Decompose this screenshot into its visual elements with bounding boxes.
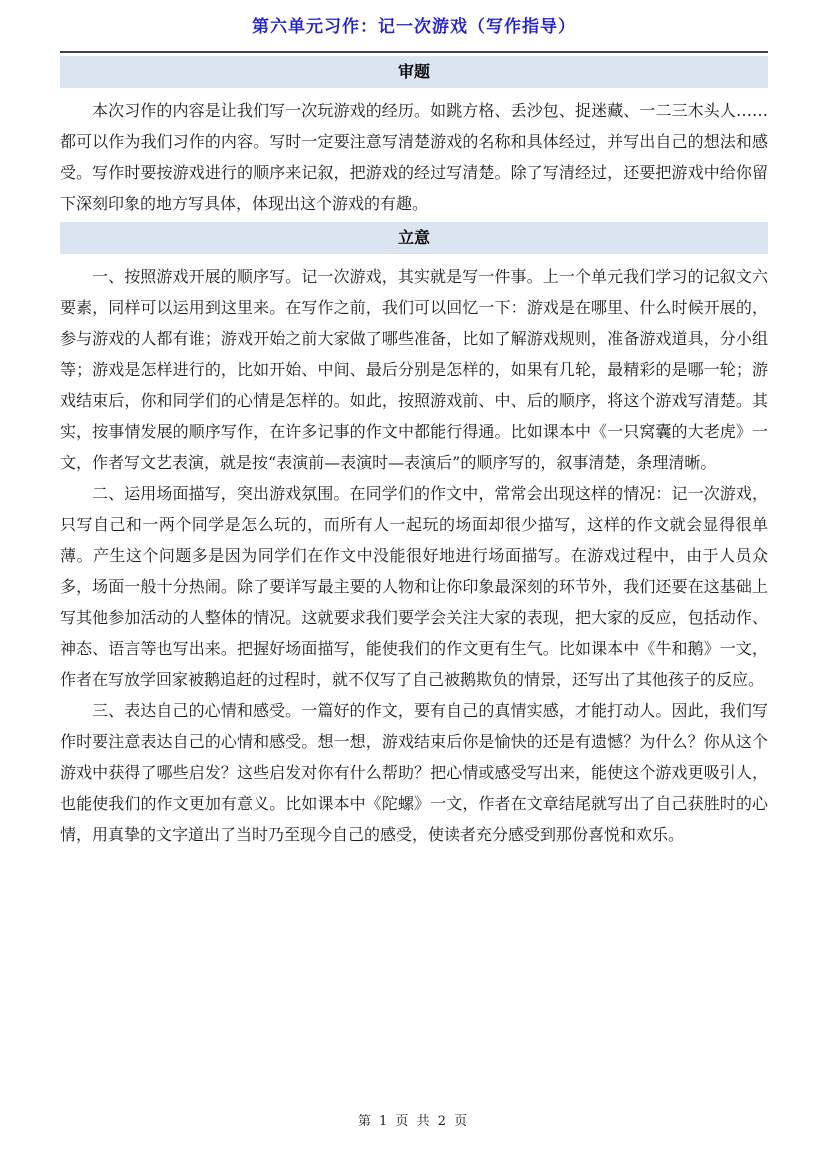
liyi-paragraph-3: 三、表达自己的心情和感受。一篇好的作文，要有自己的真情实感，才能打动人。因此，我们写作时要注意表达自己的心情和感受。想一想，游戏结束后你是愉快的还是有遗憾？为什么？你从这个游戏中获得了哪些启发？这些启发对你有什么帮助？把心情或感受写出来，能使这个游戏更吸引人，也能使我们的作文更加有意义。比如课本中《陀螺》一文，作者在文章结尾就写出了自己获胜时的心情，用真挚的文字道出了当时乃至现今自己的感受，使读者充分感受到那份喜悦和欢乐。 — [60, 701, 768, 844]
shenti-paragraph: 本次习作的内容是让我们写一次玩游戏的经历。如跳方格、丢沙包、捉迷藏、一二三木头人……都可以作为我们习作的内容。写时一定要注意写清楚游戏的名称和具体经过，并写出自己的想法和感受。写作时要按游戏进行的顺序来记叙，把游戏的经过写清楚。除了写清经过，还要把游戏中给你留下深刻印象的地方写具体，体现出这个游戏的有趣。 — [60, 101, 768, 213]
liyi-paragraph-1: 一、按照游戏开展的顺序写。记一次游戏，其实就是写一件事。上一个单元我们学习的记叙文六要素，同样可以运用到这里来。在写作之前，我们可以回忆一下：游戏是在哪里、什么时候开展的，参与游戏的人都有谁；游戏开始之前大家做了哪些准备，比如了解游戏规则，准备游戏道具，分小组等；游戏是怎样进行的，比如开始、中间、最后分别是怎样的，如果有几轮，最精彩的是哪一轮；游戏结束后，你和同学们的心情是怎样的。如此，按照游戏前、中、后的顺序，将这个游戏写清楚。其实，按事情发展的顺序写作，在许多记事的作文中都能行得通。比如课本中《一只窝囊的大老虎》一文，作者写文艺表演，就是按“表演前—表演时—表演后”的顺序写的，叙事清楚，条理清晰。 — [60, 267, 768, 472]
section-heading-liyi: 立意 — [60, 222, 768, 254]
section-heading-shenti: 审题 — [60, 56, 768, 88]
page-title: 第六单元习作：记一次游戏（写作指导） — [252, 17, 576, 36]
document-content — [60, 0, 768, 850]
liyi-paragraph-2: 二、运用场面描写，突出游戏氛围。在同学们的作文中，常常会出现这样的情况：记一次游戏，只写自己和一两个同学是怎么玩的，而所有人一起玩的场面却很少描写，这样的作文就会显得很单薄。产生这个问题多是因为同学们在作文中没能很好地进行场面描写。在游戏过程中，由于人员众多，场面一般十分热闹。除了要详写最主要的人物和让你印象最深刻的环节外，我们还要在这基础上写其他参加活动的人整体的情况。这就要求我们要学会关注大家的表现，把大家的反应，包括动作、神态、语言等也写出来。把握好场面描写，能使我们的作文更有生气。比如课本中《牛和鹅》一文，作者在写放学回家被鹅追赶的过程时，就不仅写了自己被鹅欺负的情景，还写出了其他孩子的反应。 — [60, 484, 768, 689]
page-number-footer: 第 1 页 共 2 页 — [357, 1114, 470, 1129]
title-divider — [60, 51, 768, 53]
